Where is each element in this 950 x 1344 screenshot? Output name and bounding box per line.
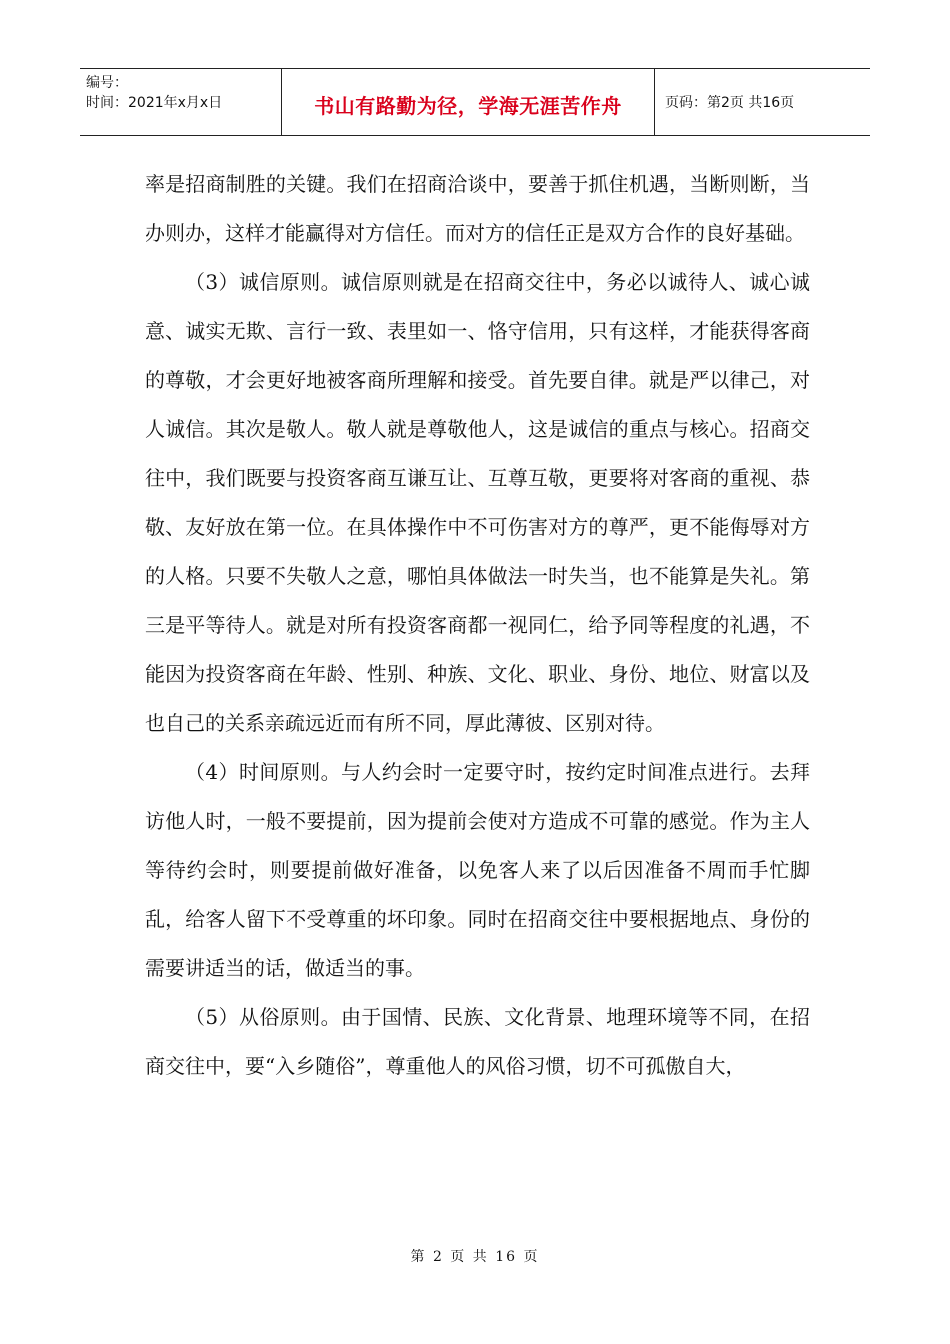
header-table xyxy=(80,68,870,136)
header-motto-cell xyxy=(282,69,655,135)
header-page-info: 页码：第2页 共16页 xyxy=(665,95,795,111)
body-paragraph-time: （4）时间原则。与人约会时一定要守时，按约定时间准点进行。去拜访他人时，一般不要提前，因为提前会使对方造成不可靠的感觉。作为主人等待约会时，则要提前做好准备，以免客人来了以后因准备不周而手忙脚乱，给客人留下不受尊重的坏印象。同时在招商交往中要根据地点、身份的需要讲适当的话，做适当的事。 xyxy=(145,760,810,980)
header-meta-cell xyxy=(80,69,282,135)
document-number-label: 编号： xyxy=(86,75,128,91)
page-footer: 第 2 页 共 16 页 xyxy=(410,1249,540,1265)
body-paragraph-custom: （5）从俗原则。由于国情、民族、文化背景、地理环境等不同，在招商交往中，要“入乡随俗”，尊重他人的风俗习惯，切不可孤傲自大， xyxy=(145,1005,810,1078)
body-paragraph-integrity: （3）诚信原则。诚信原则就是在招商交往中，务必以诚待人、诚心诚意、诚实无欺、言行一致、表里如一、恪守信用，只有这样，才能获得客商的尊敬，才会更好地被客商所理解和接受。首先要自律。就是严以律己，对人诚信。其次是敬人。敬人就是尊敬他人，这是诚信的重点与核心。招商交往中，我们既要与投资客商互谦互让、互尊互敬，更要将对客商的重视、恭敬、友好放在第一位。在具体操作中不可伤害对方的尊严，更不能侮辱对方的人格。只要不失敬人之意，哪怕具体做法一时失当，也不能算是失礼。第三是平等待人。就是对所有投资客商都一视同仁，给予同等程度的礼遇，不能因为投资客商在年龄、性别、种族、文化、职业、身份、地位、财富以及也自己的关系亲疏远近而有所不同，厚此薄彼、区别对待。 xyxy=(145,270,810,735)
header-page-cell xyxy=(655,69,870,135)
body-paragraph-continued: 率是招商制胜的关键。我们在招商洽谈中，要善于抓住机遇，当断则断，当办则办，这样才能赢得对方信任。而对方的信任正是双方合作的良好基础。 xyxy=(145,172,810,245)
document-body xyxy=(145,160,810,1091)
header-motto: 书山有路勤为径，学海无涯苦作舟 xyxy=(314,93,622,118)
document-date-label: 时间：2021年x月x日 xyxy=(86,95,223,111)
